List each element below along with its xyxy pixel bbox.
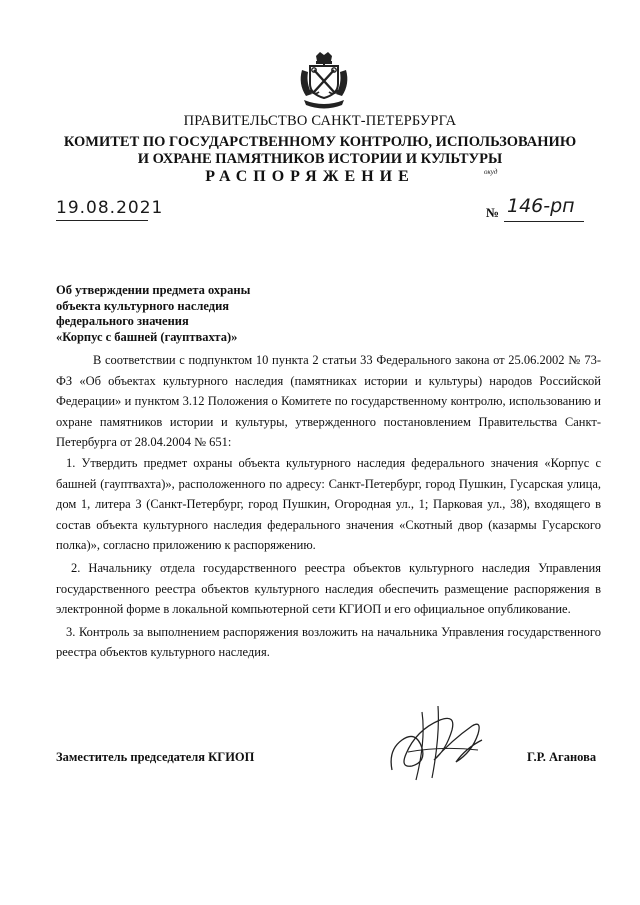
document-date: 19.08.2021 <box>56 198 164 218</box>
subject-line: «Корпус с башней (гауптвахта)» <box>56 329 238 344</box>
signer-position: Заместитель председателя КГИОП <box>56 750 255 764</box>
order-item-1: 1. Утвердить предмет охраны объекта культурного наследия федерального значения «Корпус с башней (гауптвахта)», расположенного по адресу: Санкт-Петербург, город Пушкин, Гусарская улица, дом 1, литера З (Санкт-Петербург, город Пушкин, Огородная ул., 1; Парковая ул., 38), входящего в состав объекта культурного наследия федерального значения «Скотный двор (казармы Гусарского полка)», согласно приложению к распоряжению. <box>56 455 601 553</box>
subject-line: объекта культурного наследия <box>56 298 230 313</box>
coat-of-arms-icon <box>296 50 352 112</box>
signer-name: Г.Р. Аганова <box>527 750 597 764</box>
preamble-paragraph: В соответствии с подпунктом 10 пункта 2 статьи 33 Федерального закона от 25.06.2002 № 73-ФЗ «Об объектах культурного наследия (памятниках истории и культуры) народов Российской Федерации» и пунктом 3.12 Положения о Комитете по государственному контролю, использованию и охране памятников истории и культуры, утвержденного постановлением Правительства Санкт-Петербурга от 28.04.2004 № 651: <box>56 353 601 450</box>
committee-title-line2: И ОХРАНЕ ПАМЯТНИКОВ ИСТОРИИ И КУЛЬТУРЫ <box>137 151 503 167</box>
document-body <box>56 350 601 663</box>
okud-label: окуд <box>484 168 498 176</box>
number-underline <box>504 221 584 222</box>
order-item-2: 2. Начальнику отдела государственного реестра объектов культурного наследия Управления государственного реестра объектов культурного наследия обеспечить размещение распоряжения в электронной форме в локальной компьютерной сети КГИОП и его официальное опубликование. <box>56 560 601 617</box>
number-label: № <box>486 205 500 220</box>
document-subject <box>56 283 250 345</box>
document-number: 146-рп <box>507 195 575 217</box>
document-type: РАСПОРЯЖЕНИЕ <box>205 168 415 185</box>
handwritten-signature <box>382 700 492 790</box>
subject-line: Об утверждении предмета охраны <box>56 283 251 297</box>
government-title: ПРАВИТЕЛЬСТВО САНКТ-ПЕТЕРБУРГА <box>183 113 457 129</box>
order-item-3: 3. Контроль за выполнением распоряжения возложить на начальника Управления государственного реестра объектов культурного наследия. <box>56 624 601 660</box>
committee-title-line1: КОМИТЕТ ПО ГОСУДАРСТВЕННОМУ КОНТРОЛЮ, ИСПОЛЬЗОВАНИЮ <box>63 134 577 150</box>
date-underline <box>56 220 148 221</box>
subject-line: федерального значения <box>56 314 189 329</box>
